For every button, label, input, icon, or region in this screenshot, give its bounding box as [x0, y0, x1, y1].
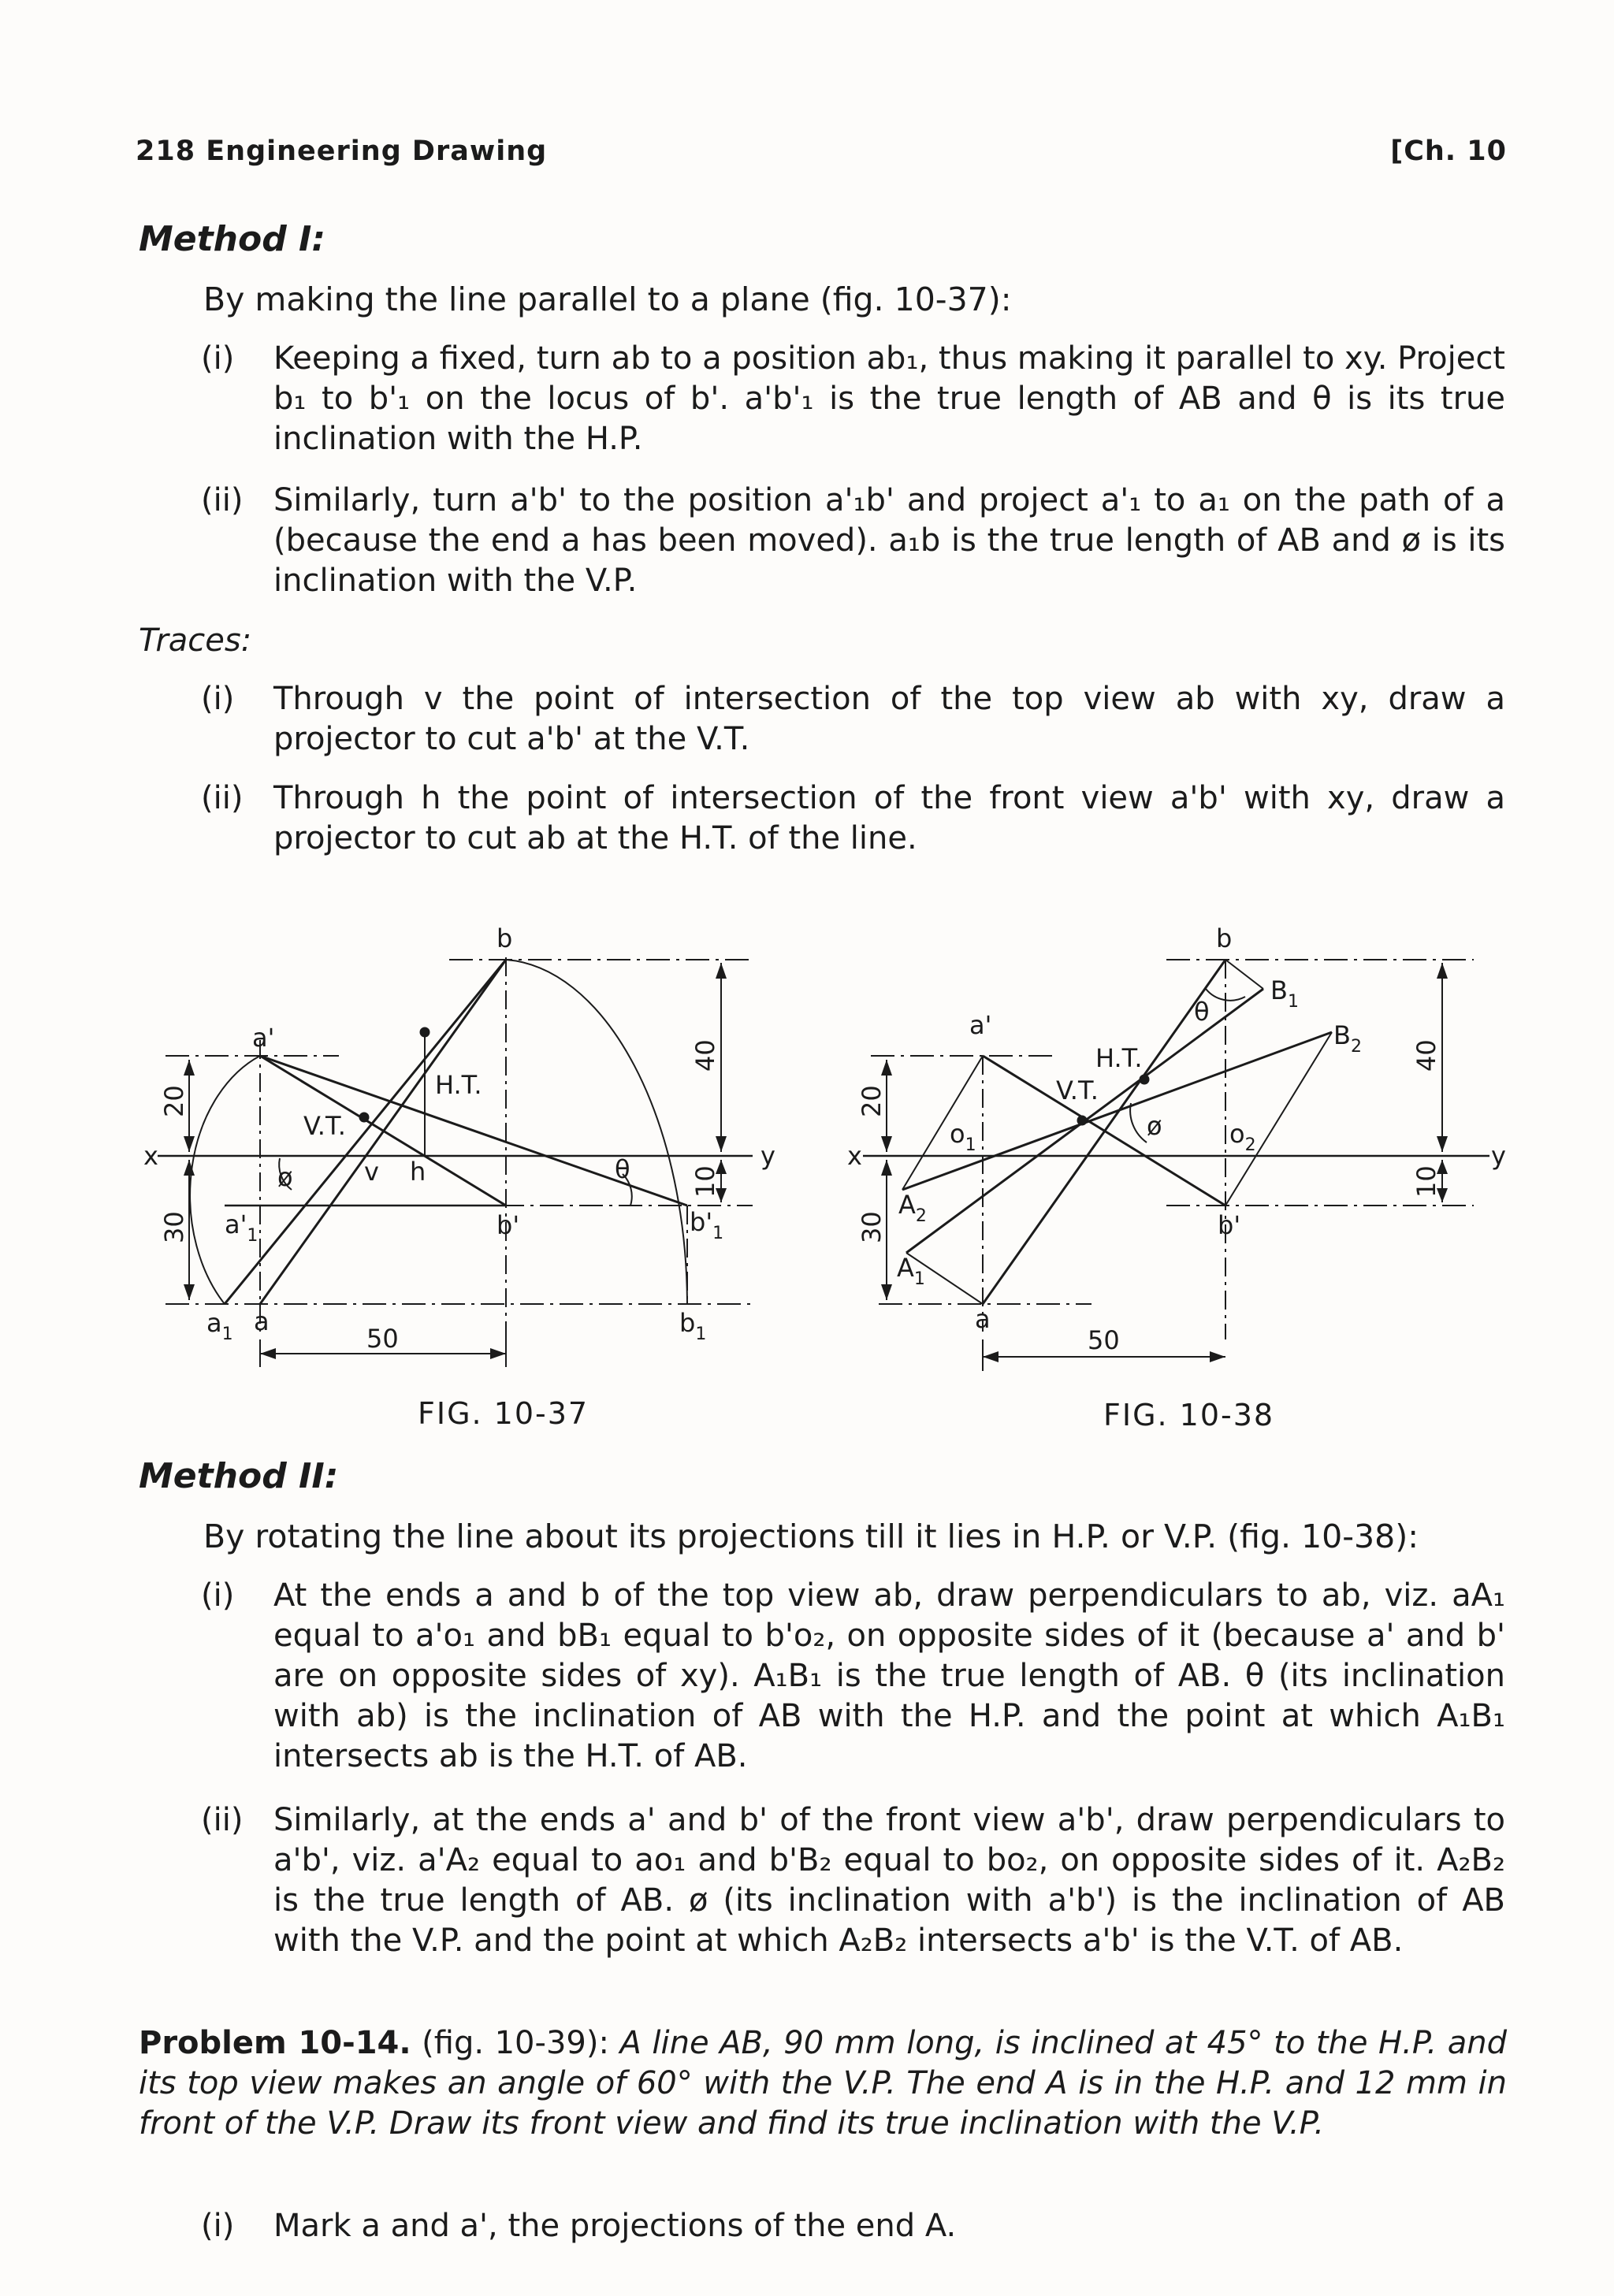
label-B2: $B_2$	[1333, 1020, 1362, 1057]
header-left: 218 Engineering Drawing	[136, 136, 548, 167]
problem-lead: Problem 10-14.	[139, 2025, 411, 2061]
label-b1-prime: $b'_1$	[690, 1207, 724, 1243]
angle-arc	[1130, 1103, 1147, 1142]
item-text: Through v the point of intersection of the top view ab with xy, draw a projector to cut a'b' at the V.T.	[273, 681, 1505, 757]
method2-intro: By rotating the line about its projections till it lies in H.P. or V.P. (fig. 10-38):	[203, 1518, 1419, 1555]
arc-a-prime	[190, 1056, 260, 1304]
label-b-prime: b'	[496, 1210, 520, 1240]
item-number: (i)	[201, 681, 235, 717]
label-dim50: 50	[366, 1324, 399, 1354]
fig-10-38	[863, 960, 1489, 1371]
ht-point	[1140, 1076, 1148, 1083]
fig-10-37-caption: FIG. 10-37	[418, 1396, 589, 1431]
item-number: (i)	[201, 2208, 235, 2244]
method2-item-2	[201, 1800, 1505, 1961]
item-text: Through h the point of intersection of the front view a'b' with xy, draw a projector to cut ab at the H.T. of the line.	[273, 780, 1505, 856]
label-v: v	[364, 1157, 379, 1187]
label-a1: $a_1$	[206, 1308, 233, 1344]
problem-10-14	[139, 2023, 1507, 2144]
label-dim40: 40	[1411, 1039, 1441, 1072]
label-phi: ø	[1147, 1111, 1162, 1141]
problem-ref: (fig. 10-39):	[422, 2025, 609, 2061]
ht-point	[421, 1028, 429, 1036]
label-B1: $B_1$	[1270, 975, 1299, 1012]
vt-point	[360, 1113, 368, 1121]
item-text: At the ends a and b of the top view ab, draw perpendiculars to ab, viz. aA₁ equal to a'o₁ and bB₁ equal to b'o₂, on opposite sides of it (because a' and b' are on opposite sides of xy). A₁B₁ is the true length of AB. θ (its inclination with ab) is the inclination of AB with the H.P. and the point at which A₁B₁ intersects ab is the H.T. of AB.	[273, 1577, 1505, 1774]
fig-10-37	[158, 957, 753, 1367]
label-o2: $o_2$	[1229, 1119, 1256, 1155]
method1-heading: Method I:	[139, 219, 325, 259]
fig-10-38-arrows	[881, 963, 1448, 1362]
label-theta: θ	[615, 1154, 630, 1184]
header-right: [Ch. 10	[1390, 136, 1507, 167]
fig-10-38-caption: FIG. 10-38	[1103, 1398, 1275, 1432]
top-view-ab	[983, 960, 1225, 1304]
label-dim30: 30	[159, 1211, 189, 1243]
label-x: x	[143, 1141, 158, 1171]
label-y: y	[761, 1141, 775, 1171]
problem-statement: A line AB, 90 mm long, is inclined at 45° to the H.P. and its top view makes an angle of 60° with the V.P. The end A is in the H.P. and 12 mm in front of the V.P. Draw its front view and find its true inclination with the V.P.	[139, 2025, 1507, 2142]
item-number: (i)	[201, 340, 235, 377]
label-b: b	[1216, 923, 1233, 953]
vt-point	[1078, 1116, 1086, 1124]
label-ht: H.T.	[1095, 1043, 1143, 1073]
perpendicular-bB1	[1225, 960, 1263, 989]
item-number: (ii)	[201, 780, 244, 816]
label-dim30: 30	[857, 1211, 887, 1243]
item-text: Similarly, turn a'b' to the position a'₁b' and project a'₁ to a₁ on the path of a (because the end a has been moved). a₁b is the true length of AB and ø is its inclination with the V.P.	[273, 482, 1505, 599]
label-a: a	[975, 1304, 991, 1334]
label-dim40: 40	[690, 1039, 720, 1072]
label-x: x	[847, 1141, 862, 1171]
item-text: Mark a and a', the projections of the end A.	[273, 2208, 957, 2244]
traces-heading: Traces:	[139, 622, 252, 659]
label-dim50: 50	[1088, 1325, 1120, 1355]
label-ht: H.T.	[435, 1070, 482, 1100]
top-view-ab	[260, 960, 506, 1304]
method2-heading: Method II:	[139, 1456, 339, 1496]
method1-intro: By making the line parallel to a plane (fig. 10-37):	[203, 280, 1012, 318]
label-a1-prime: $a'_1$	[225, 1209, 258, 1246]
label-vt: V.T.	[303, 1111, 346, 1141]
method2-item-1	[201, 1576, 1505, 1777]
item-number: (i)	[201, 1577, 235, 1614]
label-b-prime: b'	[1218, 1210, 1241, 1240]
label-dim10: 10	[690, 1165, 720, 1198]
label-a: a	[254, 1306, 270, 1336]
true-length-a1-b	[225, 960, 506, 1304]
label-theta: θ	[1194, 997, 1210, 1027]
label-b1: $b_1$	[679, 1308, 707, 1344]
label-dim20: 20	[159, 1085, 189, 1117]
problem-item-1	[201, 2206, 1505, 2246]
label-h: h	[410, 1157, 426, 1187]
label-phi: ø	[277, 1162, 293, 1192]
label-dim20: 20	[857, 1085, 887, 1117]
label-dim10: 10	[1411, 1165, 1441, 1198]
label-vt: V.T.	[1056, 1076, 1099, 1105]
label-A1: $A_1$	[897, 1253, 925, 1289]
label-A2: $A_2$	[898, 1190, 927, 1226]
perpendicular-aA2	[902, 1056, 983, 1190]
label-a-prime: a'	[969, 1010, 992, 1040]
fig-10-38-labels	[847, 923, 1506, 1355]
label-o1: $o_1$	[950, 1119, 976, 1155]
arc-b	[506, 960, 687, 1304]
item-text: Similarly, at the ends a' and b' of the front view a'b', draw perpendiculars to a'b', viz. a'A₂ equal to ao₁ and b'B₂ equal to bo₂, on opposite sides of it. A₂B₂ is the true length of AB. ø (its inclination with a'b') is the inclination of AB with the V.P. and the point at which A₂B₂ intersects a'b' is the V.T. of AB.	[273, 1802, 1505, 1959]
label-y: y	[1491, 1141, 1506, 1171]
label-b: b	[496, 923, 513, 953]
item-number: (ii)	[201, 482, 244, 518]
item-number: (ii)	[201, 1802, 244, 1838]
item-text: Keeping a fixed, turn ab to a position ab₁, thus making it parallel to xy. Project b₁ to b'₁ on the locus of b'. a'b'₁ is the true length of AB and θ is its true inclination with the H.P.	[273, 340, 1505, 457]
label-a-prime: a'	[252, 1023, 275, 1053]
